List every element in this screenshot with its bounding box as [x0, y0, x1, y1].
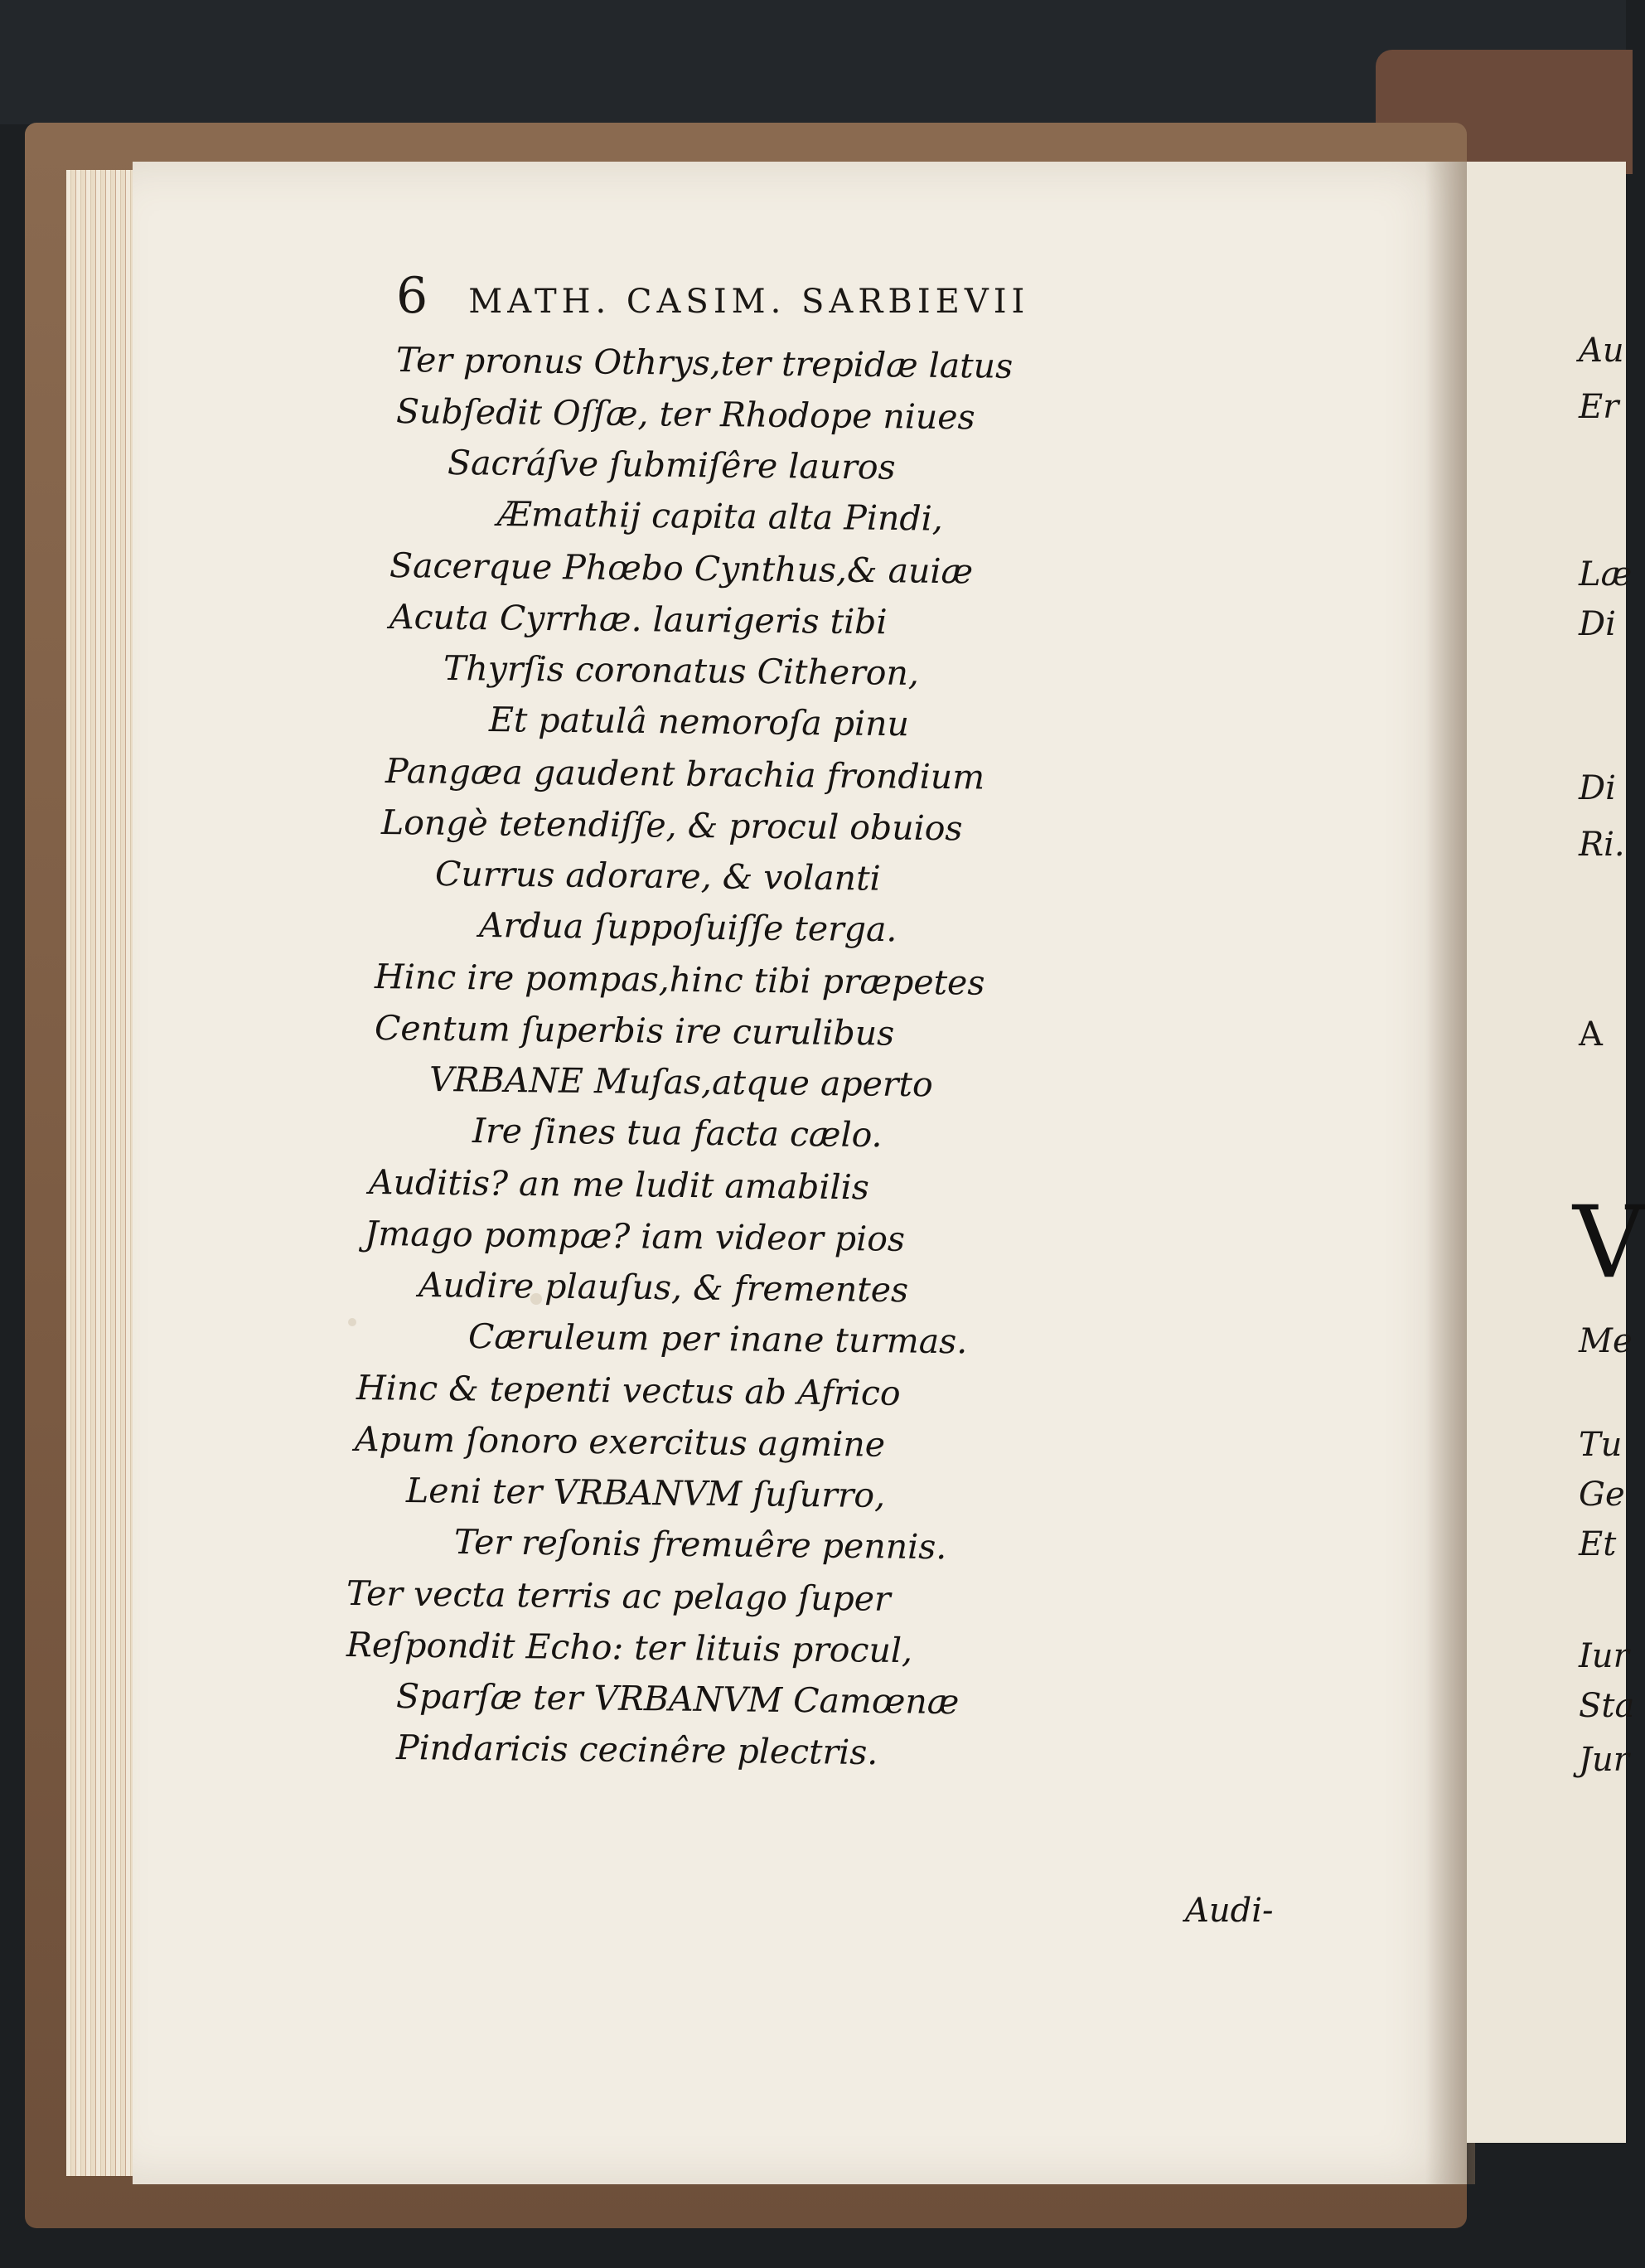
verse-line: Sparſæ ter VRBANVM Camœnæ: [395, 1676, 960, 1723]
verse-line: Ter reſonis fremuêre pennis.: [453, 1522, 947, 1568]
running-head: [396, 267, 1029, 333]
catchword: Audi-: [1185, 1892, 1274, 1930]
right-page: [1467, 162, 1626, 2143]
verse-line: Hinc ire pompas,hinc tibi præpetes: [374, 957, 985, 1003]
right-page-fragment: Jur: [1579, 1741, 1629, 1779]
verse-line: Reſpondit Echo: ter lituis procul,: [346, 1625, 913, 1671]
verse-line: Ire ſines tua facta cælo.: [472, 1111, 883, 1156]
verse-line: Pindaricis cecinêre plectris.: [395, 1728, 878, 1773]
verse-line: Ter vecta terris ac pelago ſuper: [346, 1573, 891, 1619]
verse-line: Audire plauſus, & frementes: [418, 1265, 909, 1311]
verse-line: Ter pronus Othrys,ter trepidæ latus: [395, 340, 1014, 386]
verse-line: Cæruleum per inane turmas.: [467, 1316, 968, 1362]
right-page-fragment: Di: [1579, 769, 1616, 807]
verse-line: Pangæa gaudent brachia frondium: [385, 751, 985, 797]
verse-line: Sacerque Phœbo Cynthus,& auiæ: [389, 545, 974, 592]
verse-line: Leni ter VRBANVM ſuſurro,: [405, 1471, 886, 1516]
page-edges: [66, 170, 141, 2176]
verse-line: Ardua ſuppoſuiſſe terga.: [478, 905, 897, 950]
verse-line: Hinc & tepenti vectus ab Africo: [356, 1368, 901, 1413]
right-page-fragment: Iur: [1579, 1637, 1629, 1675]
right-page-fragment: Sta: [1579, 1687, 1635, 1725]
verse-line: Auditis? an me ludit amabilis: [368, 1162, 870, 1208]
right-page-fragment: Me: [1579, 1322, 1633, 1360]
verse-line: Acuta Cyrrhæ. laurigeris tibi: [389, 597, 888, 642]
verse-line: Et patulâ nemoroſa pinu: [488, 700, 910, 744]
verse-line: Æmathij capita alta Pindi,: [496, 494, 944, 539]
verse-line: Currus adorare, & volanti: [434, 854, 881, 899]
right-page-fragment: Tu: [1579, 1426, 1623, 1464]
right-page-fragment: Ri.: [1579, 826, 1625, 864]
verse-line: Thyrſis coronatus Citheron,: [443, 648, 920, 694]
page-number: 6: [396, 267, 428, 325]
running-title: MATH. CASIM. SARBIEVII: [468, 283, 1030, 321]
verse-line: Sacráſve ſubmiſêre lauros: [447, 443, 896, 487]
verse-line: Centum ſuperbis ire curulibus: [374, 1008, 895, 1054]
right-page-fragment: Læ: [1579, 555, 1633, 594]
verse-line: Longè tetendiſſe, & procul obuios: [380, 802, 963, 849]
verse-line: Apum ſonoro exercitus agmine: [354, 1419, 886, 1465]
right-page-fragment: Ge: [1579, 1476, 1625, 1514]
ink-blot: [348, 1318, 356, 1326]
verse-line: Subſedit Oſſæ, ter Rhodope niues: [395, 391, 975, 438]
right-page-initial: V: [1573, 1185, 1645, 1301]
verse-line: VRBANE Muſas,atque aperto: [428, 1059, 933, 1105]
right-page-fragment: Et: [1579, 1525, 1617, 1563]
right-page-fragment: Au: [1579, 332, 1624, 370]
verse-line: Jmago pompæ? iam videor pios: [364, 1214, 906, 1259]
right-page-fragment: Er: [1579, 388, 1619, 426]
right-page-fragment: Di: [1579, 605, 1616, 643]
right-page-fragment: A: [1579, 1015, 1603, 1054]
